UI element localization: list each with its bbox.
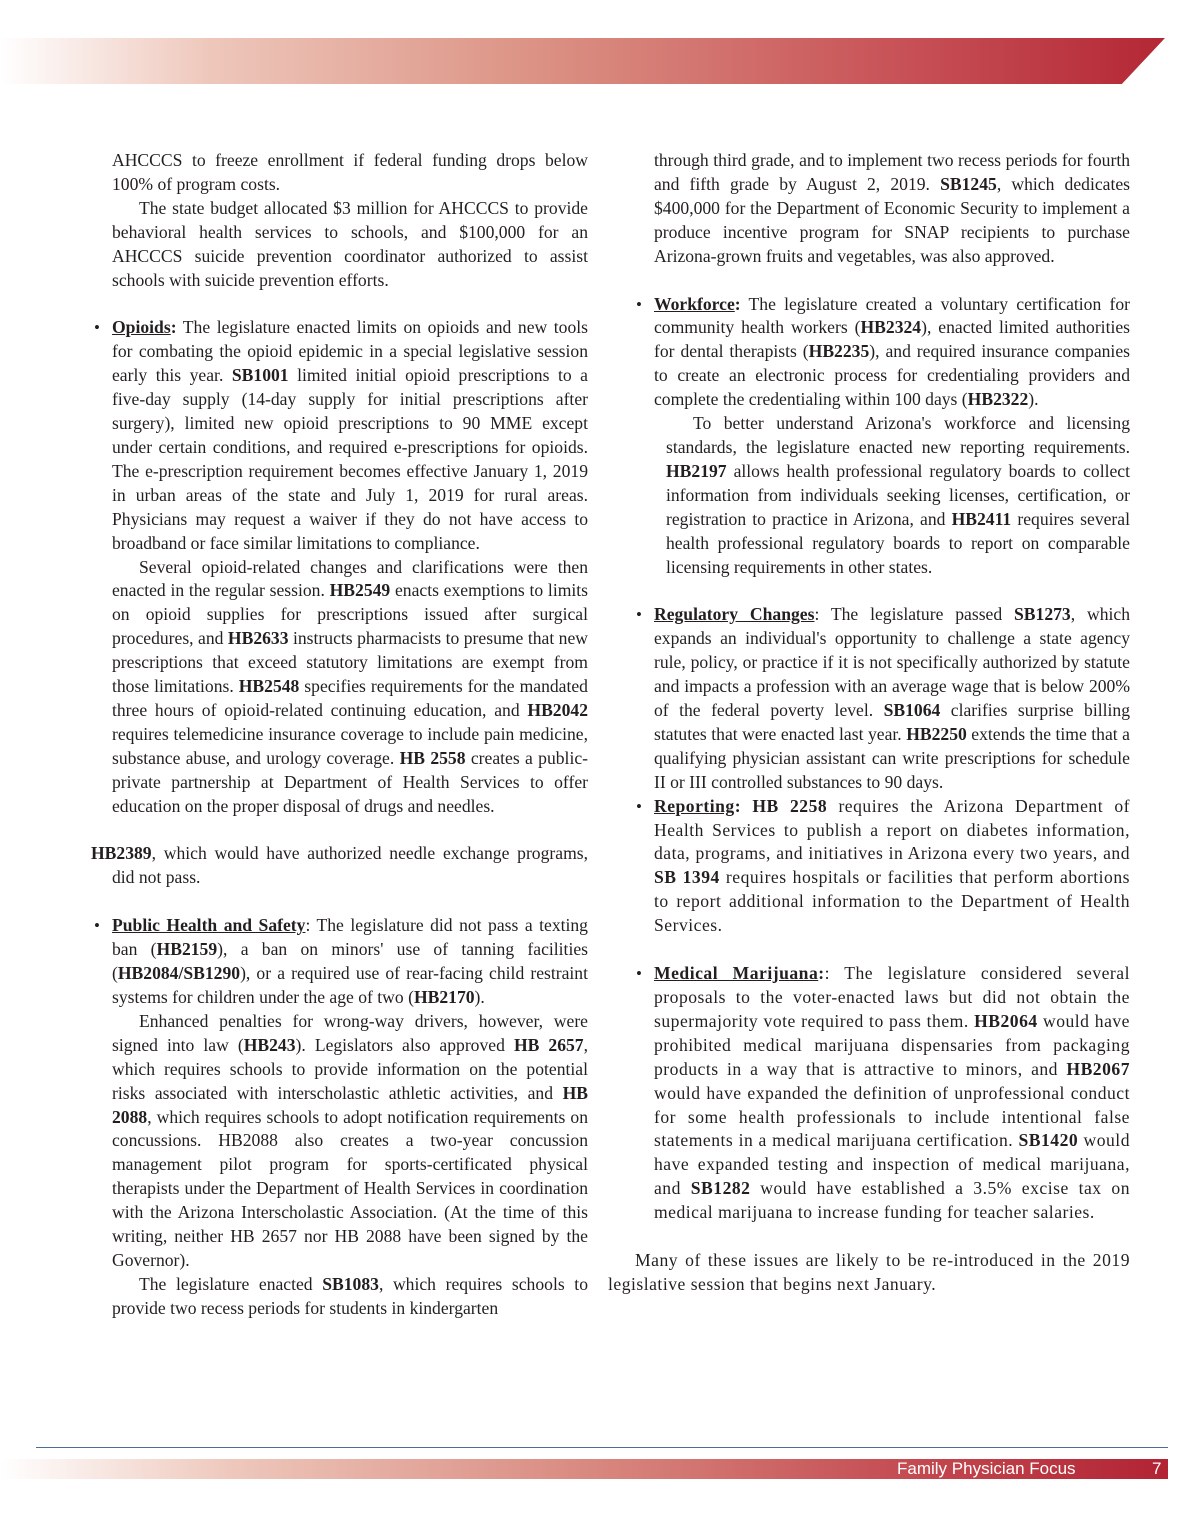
bullet-icon: •	[94, 916, 100, 936]
bill-number: HB2411	[951, 508, 1012, 529]
section-heading: Regulatory Changes	[654, 604, 815, 625]
bullet-workforce: • Workforce: The legislature created a voluntary certification for community health workers (HB2324), enacted limited authorities for dental therapists (HB2235), and required insurance companies to create an electronic process for credentialing providers and complete the credentialing within 100 days (HB2322).	[636, 293, 1130, 410]
footer-rule	[36, 1447, 1168, 1448]
section-heading: Workforce	[654, 293, 735, 314]
bill-number: SB1083	[322, 1273, 379, 1294]
paragraph: Several opioid-related changes and clarifications were then enacted in the regular session. HB2549 enacts exemptions to limits on opioid supplies for prescriptions issued after surgical procedures, and HB2633 instructs pharmacists to presume that new prescriptions that exceed statutory limitations are exempt from those limitations. HB2548 specifies requirements for the mandated three hours of opioid-related continuing education, and HB2042 requires telemedicine insurance coverage to include pain medicine, substance abuse, and urology coverage. HB 2558 creates a public-private partnership at Department of Health Services to offer education on the proper disposal of drugs and needles.	[112, 556, 589, 816]
right-column	[608, 149, 1131, 1297]
section-heading: Reporting	[654, 795, 735, 816]
bill-number: HB2633	[227, 628, 289, 649]
bullet-regulatory: • Regulatory Changes: The legislature passed SB1273, which expands an individual's opportunity to challenge a state agency rule, policy, or practice if it is not specifically authorized by statute and impacts a profession with an average wage that is below 200% of the federal poverty level. SB1064 clarifies surprise billing statutes that were enacted last year. HB2250 extends the time that a qualifying physician assistant can write prescriptions for schedule II or III controlled substances to 90 days.	[636, 604, 1131, 792]
section-heading: Opioids	[112, 317, 171, 338]
footer-publication-title: Family Physician Focus	[897, 1459, 1076, 1478]
header-banner	[0, 38, 1165, 84]
bullet-reporting: • Reporting: HB 2258 requires the Arizona Department of Health Services to publish a report on diabetes information, data, programs, and initiatives in Arizona every two years, and SB 1394 requires hospitals or facilities that perform abortions to report additional information to the Department of Health Services.	[636, 795, 1130, 936]
bullet-icon: •	[636, 964, 643, 984]
bill-number: HB2170	[413, 987, 475, 1007]
bill-number: HB2250	[906, 723, 967, 744]
paragraph: Enhanced penalties for wrong-way drivers, however, were signed into law (HB243). Legislators also approved HB 2657, which requires schools to provide information on the potential risks associated with interscholastic athletic activities, and HB 2088, which requires schools to adopt notification requirements on concussions. HB2088 also creates a two-year concussion management pilot program for sports-certificated physical therapists under the Department of Health Services in coordination with the Arizona Interscholastic Association. (At the time of this writing, neither HB 2657 nor HB 2088 have been signed by the Governor).	[112, 1010, 588, 1270]
bill-number: SB 1394	[654, 867, 720, 888]
section-heading: Public Health and Safety	[112, 915, 306, 936]
bill-number: SB1064	[883, 700, 941, 721]
bill-number: HB2064	[974, 1010, 1038, 1031]
bill-number: HB2322	[967, 389, 1029, 410]
bill-number: HB243	[243, 1034, 296, 1055]
paragraph: To better understand Arizona's workforce and licensing standards, the legislature enacted new reporting requirements. HB2197 allows health professional regulatory boards to collect information from individuals seeking licenses, certification, or registration to practice in Arizona, and HB2411 requires several health professional regulatory boards to report on comparable licensing requirements in other states.	[666, 413, 1130, 577]
bill-number: SB1420	[1018, 1130, 1079, 1151]
bill-number: HB 2088	[112, 1082, 588, 1127]
paragraph: The legislature enacted SB1083, which requires schools to provide two recess periods for students in kindergarten	[112, 1273, 588, 1318]
bullet-icon: •	[636, 294, 642, 314]
paragraph: The state budget allocated $3 million for AHCCCS to provide behavioral health services to schools, and $100,000 for an AHCCCS suicide prevention coordinator authorized to assist schools with suicide prevention efforts.	[112, 197, 588, 290]
bill-number: SB1273	[1014, 604, 1071, 625]
bill-number: HB2549	[329, 580, 391, 601]
bill-number: HB2197	[666, 460, 727, 481]
bill-number: HB2042	[527, 699, 588, 720]
section-heading: Medical Marijuana	[654, 963, 819, 984]
bill-number: HB2389	[91, 843, 152, 864]
page-number: 7	[1152, 1459, 1162, 1478]
bill-number: HB2159	[156, 939, 218, 960]
bill-number: HB2324	[860, 317, 922, 338]
bill-number: HB2548	[238, 676, 300, 697]
bill-number: HB2235	[808, 341, 870, 362]
bullet-opioids: • Opioids: The legislature enacted limits on opioids and new tools for combating the opioid epidemic in a special legislative session early this year. SB1001 limited initial opioid prescriptions to a five-day supply (14-day supply for initial prescriptions after surgery), limited new opioid prescriptions to 90 MME except under certain conditions, and required e-prescriptions for opioids. The e-prescription requirement becomes effective January 1, 2019 in urban areas of the state and July 1, 2019 for rural areas. Physicians may request a waiver if they do not have access to broadband or face similar limitations to compliance.	[94, 317, 588, 553]
bill-number: HB 2657	[513, 1034, 584, 1055]
bill-number: HB 2258	[752, 795, 828, 816]
bill-number: HB2084/SB1290	[117, 963, 241, 984]
bill-number: SB1282	[690, 1178, 751, 1199]
bullet-icon: •	[94, 318, 100, 338]
paragraph: AHCCCS to freeze enrollment if federal funding drops below 100% of program costs.	[112, 150, 588, 194]
bullet-icon: •	[636, 796, 643, 816]
bullet-icon: •	[636, 605, 642, 625]
bill-number: HB2067	[1066, 1058, 1130, 1079]
bill-number: SB1001	[231, 365, 289, 386]
bill-number: HB 2558	[399, 747, 466, 768]
paragraph: through third grade, and to implement two recess periods for fourth and fifth grade by August 2, 2019. SB1245, which dedicates $400,000 for the Department of Economic Security to implement a produce incentive program for SNAP recipients to purchase Arizona-grown fruits and vegetables, was also approved.	[654, 150, 1130, 266]
left-column	[91, 149, 589, 1321]
bullet-medical-marijuana: • Medical Marijuana:: The legislature considered several proposals to the voter-enacted laws but did not obtain the supermajority vote required to pass them. HB2064 would have prohibited medical marijuana dispensaries from packaging products in a way that is attractive to minors, and HB2067 would have expanded the definition of unprofessional conduct for some health professionals to include intentional false statements in a medical marijuana certification. SB1420 would have expanded testing and inspection of medical marijuana, and SB1282 would have established a 3.5% excise tax on medical marijuana to increase funding for teacher salaries.	[636, 963, 1131, 1223]
paragraph: HB2389, which would have authorized needle exchange programs, did not pass.	[91, 843, 588, 888]
bullet-public-health: • Public Health and Safety: The legislature did not pass a texting ban (HB2159), a ban on minors' use of tanning facilities (HB2084/SB1290), or a required use of rear-facing child restraint systems for children under the age of two (HB2170).	[94, 915, 588, 1007]
closing-paragraph: Many of these issues are likely to be re-introduced in the 2019 legislative session that begins next January.	[608, 1250, 1130, 1294]
bill-number: SB1245	[940, 173, 997, 194]
